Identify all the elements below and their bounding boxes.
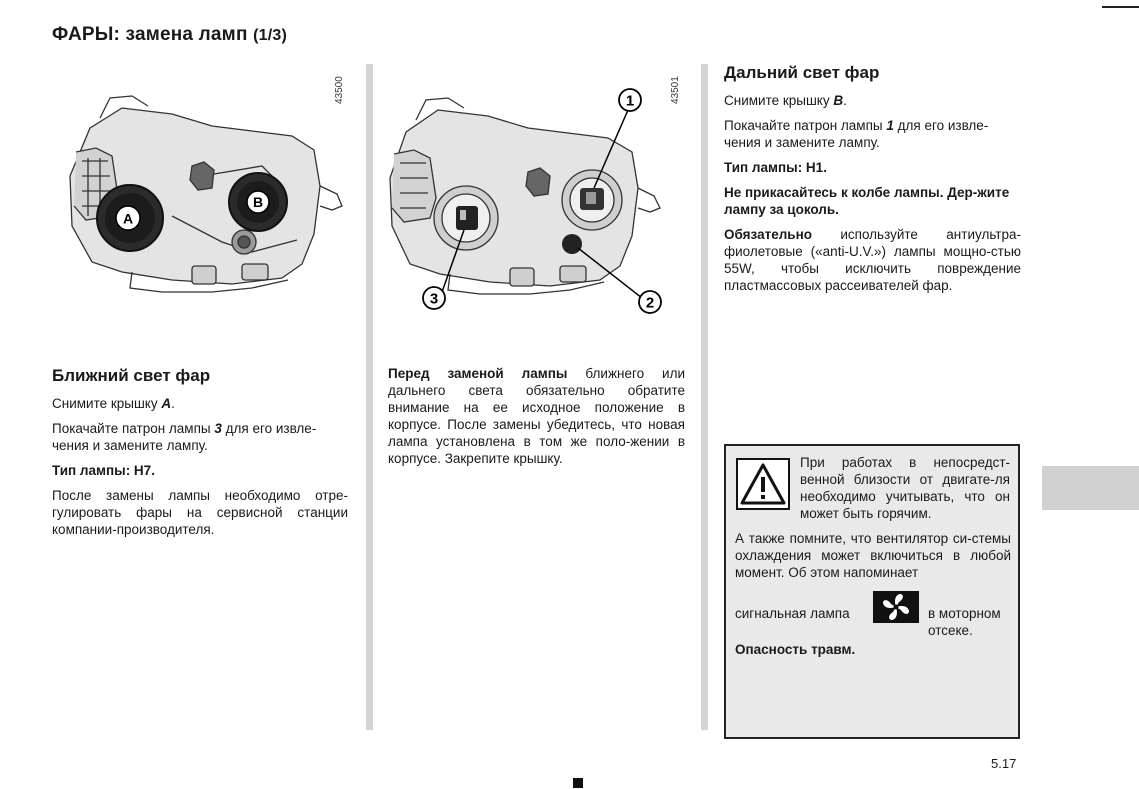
high-beam-uv-note: Обязательно используйте антиультра-фиолетовые («anti-U.V.») лампы мощно-стью 55W, чтобы исключить повреждение пластмассовых рассеивателей фар. (724, 227, 1021, 293)
column-divider-right (701, 64, 708, 730)
warning-triangle-icon (736, 458, 790, 510)
high-beam-step-1: Снимите крышку B. (724, 93, 847, 108)
headlamp-illustration-left (52, 66, 352, 356)
low-beam-section (52, 366, 348, 546)
warning-fan-lamp-line: сигнальная лампа в моторном отсеке. (735, 591, 1011, 631)
headlamp-figure-bulbs (388, 66, 688, 356)
callout-3: 3 (429, 290, 439, 308)
high-beam-lamp-type: Тип лампы: H1. (724, 160, 827, 175)
low-beam-heading: Ближний свет фар (52, 366, 211, 385)
warning-injury-danger: Опасность травм. (735, 642, 856, 657)
high-beam-handling-warning: Не прикасайтесь к колбе лампы. Дер-жите лампу за цоколь. (724, 185, 1010, 217)
low-beam-lamp-type: Тип лампы: H7. (52, 463, 155, 478)
bulb-position-note: Перед заменой лампы ближнего или дальнего света обязательно обратите внимание на ее исходное положение в корпусе. После замены убедитесь, что новая лампа установлена в том же поло-жении в корпусе. Закрепите крышку. (388, 366, 686, 466)
column-divider-left (366, 64, 373, 730)
corner-rule (1102, 6, 1139, 8)
cover-b-label: B (252, 194, 264, 210)
low-beam-adjust-note: После замены лампы необходимо отре-гулировать фары на сервисной станции компании-производителя. (52, 488, 348, 537)
page-marker (573, 778, 583, 788)
warning-box (724, 444, 1020, 739)
page-title: ФАРЫ: замена ламп (1/3) (52, 24, 288, 45)
low-beam-step-1: Снимите крышку A. (52, 396, 175, 411)
high-beam-step-2: Покачайте патрон лампы 1 для его извле-чения и замените лампу. (724, 118, 989, 150)
fan-warning-icon (873, 591, 919, 623)
figure-number-left: 43500 (334, 76, 345, 104)
callout-1: 1 (625, 92, 635, 110)
headlamp-figure-covers (52, 66, 352, 356)
warning-fan-note: А также помните, что вентилятор си-стемы охлаждения может включиться в любой момент. Об этом напоминает (735, 531, 1011, 580)
warning-hot-engine: При работах в непосредст-венной близости от двигате-ля необходимо учитывать, что он может быть горячим. (800, 455, 1010, 521)
high-beam-heading: Дальний свет фар (724, 63, 880, 82)
page-number: 5.17 (991, 756, 1017, 771)
callout-2: 2 (645, 294, 655, 312)
headlamp-illustration-middle (388, 66, 688, 356)
cover-a-label: A (122, 210, 134, 227)
high-beam-section (724, 63, 1021, 302)
section-tab (1042, 466, 1139, 510)
low-beam-step-2: Покачайте патрон лампы 3 для его извле-чения и замените лампу. (52, 421, 317, 453)
figure-number-middle: 43501 (670, 76, 681, 104)
